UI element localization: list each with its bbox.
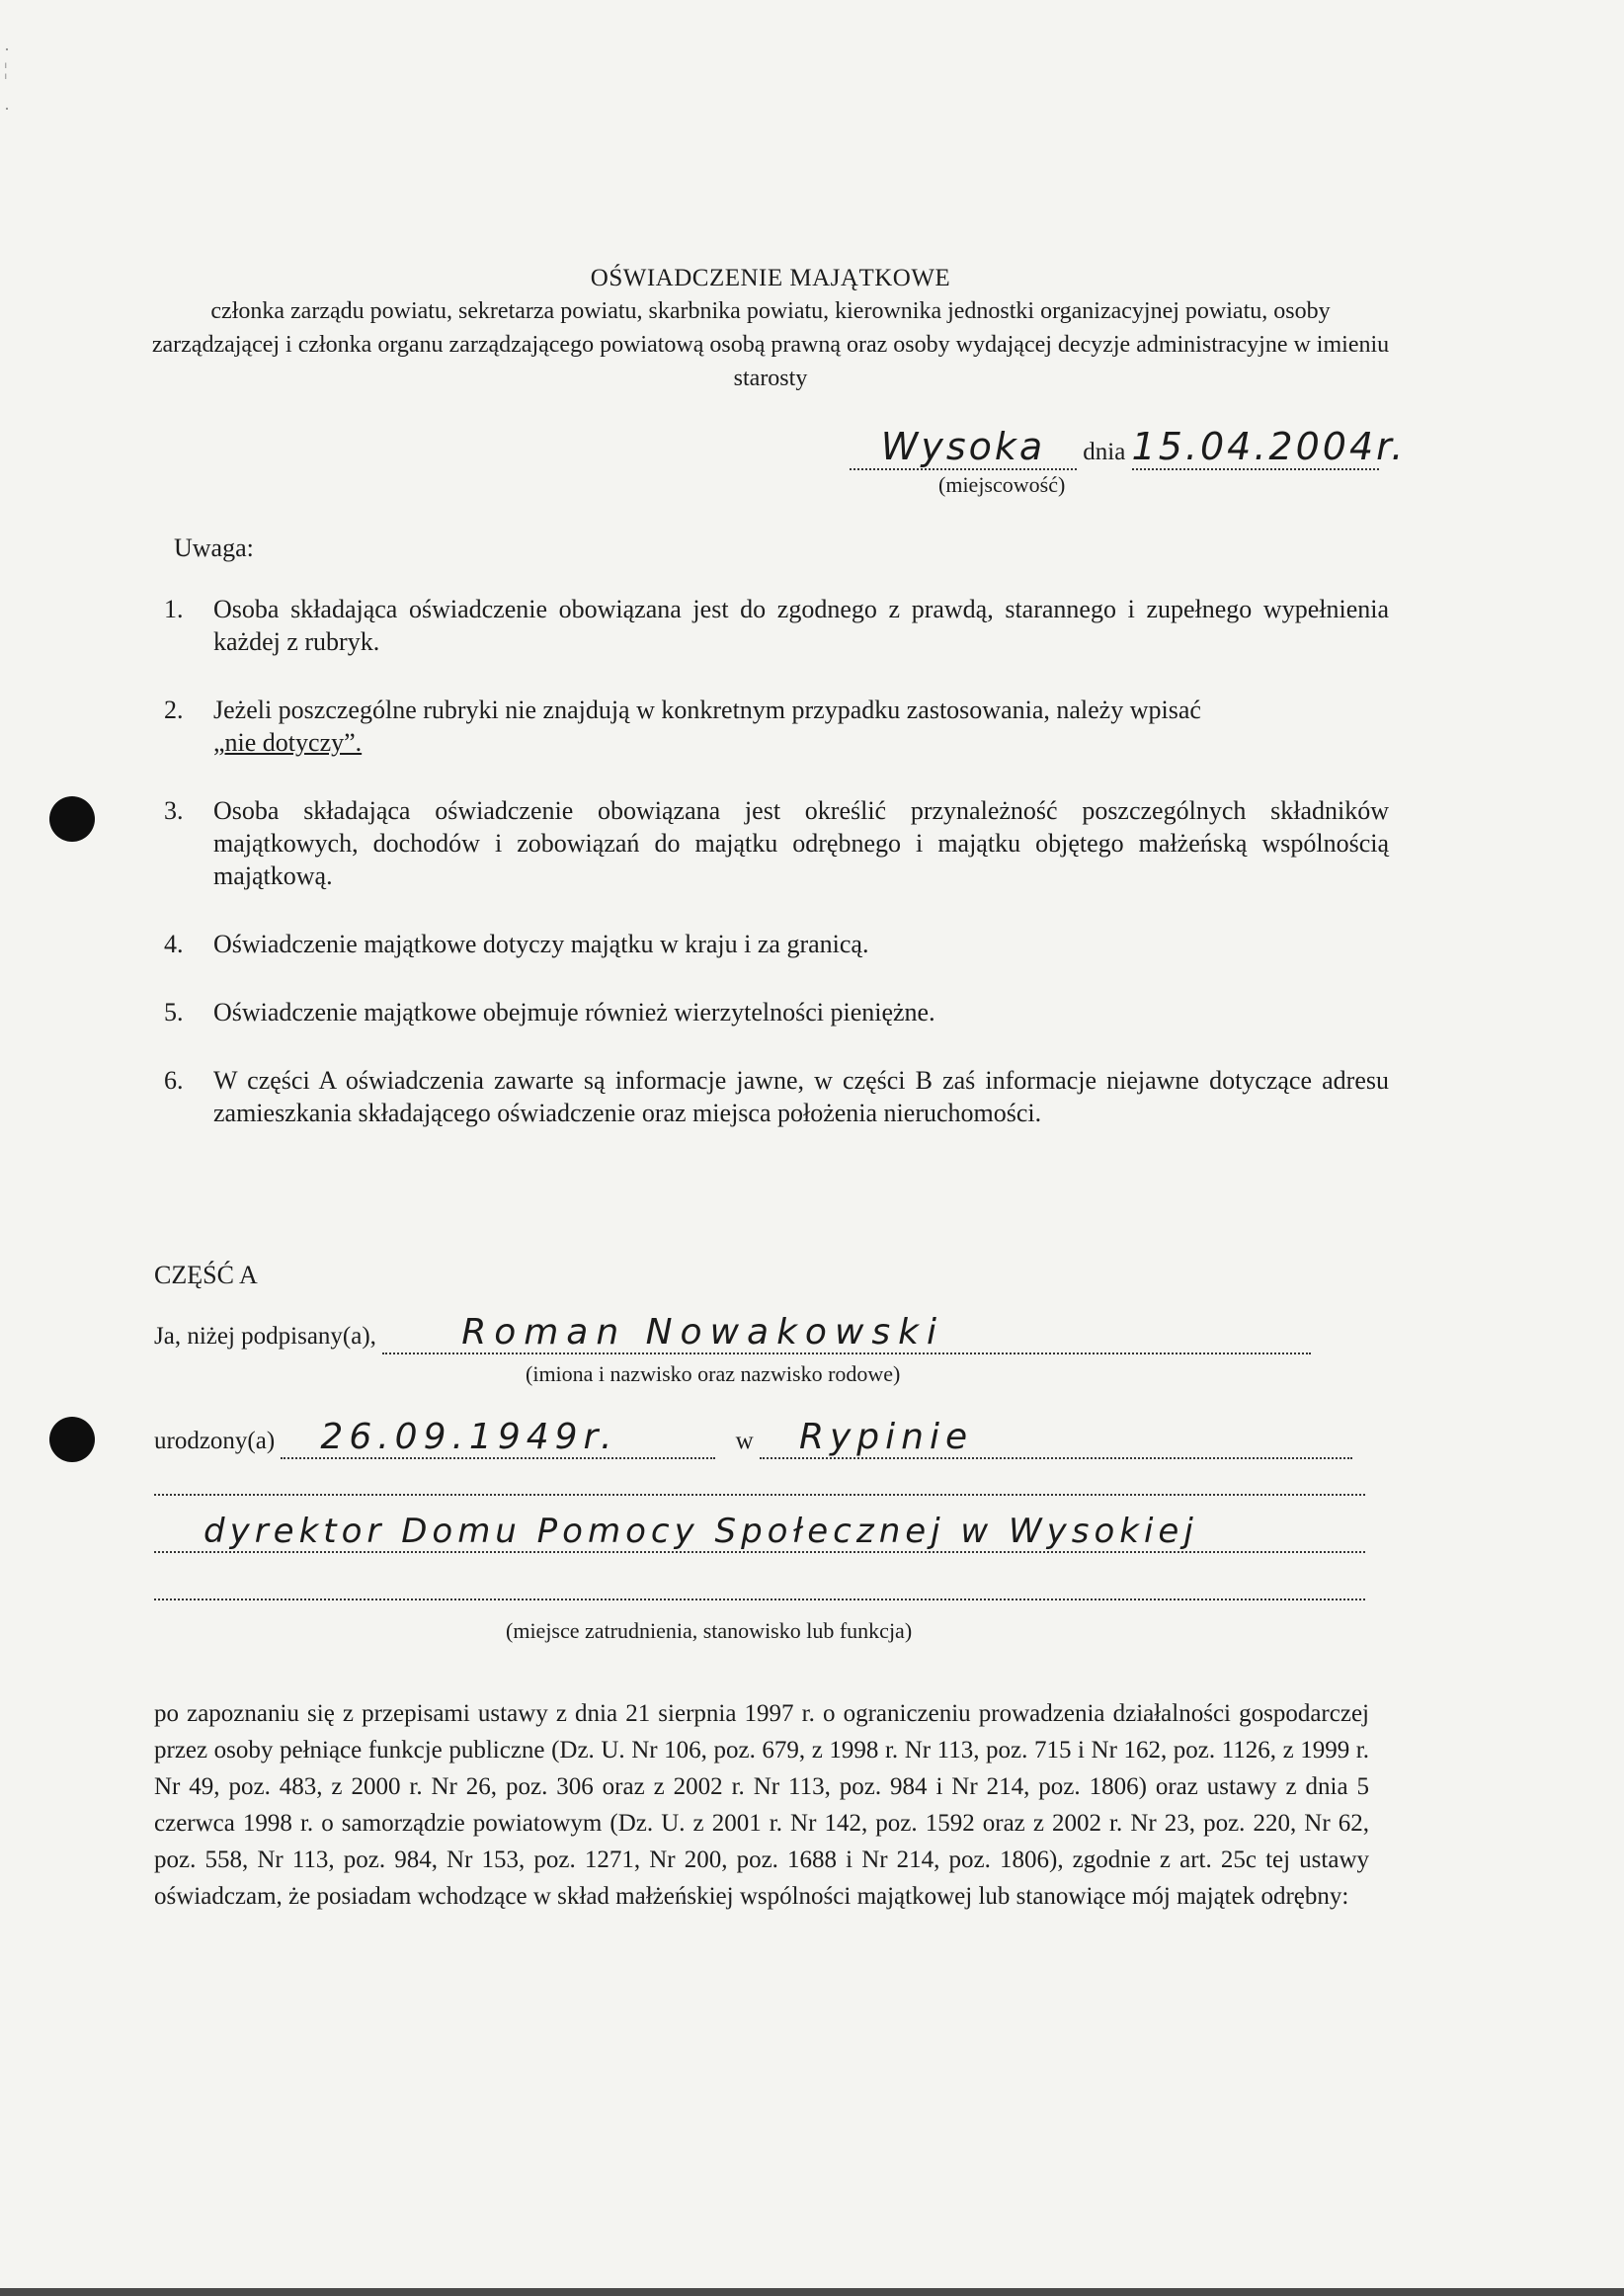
note-label: Uwaga: [174, 533, 254, 562]
name-caption: (imiona i nazwisko oraz nazwisko rodowe) [526, 1361, 901, 1386]
date-handwriting: 15.04.2004r. [1131, 425, 1407, 468]
birth-row [154, 1417, 1352, 1459]
date-field [1131, 425, 1407, 470]
place-date-row [850, 425, 1407, 470]
name-label: Ja, niżej podpisany(a), [154, 1323, 376, 1350]
item-text-main: Jeżeli poszczególne rubryki nie znajdują w konkretnym przypadku zastosowania, należy wpisać [213, 696, 1201, 724]
born-in-label: w [735, 1428, 754, 1454]
scan-edge [0, 2288, 1624, 2296]
item-text: Oświadczenie majątkowe dotyczy majątku w kraju i za granicą. [213, 930, 869, 958]
dotted-line [154, 1470, 1365, 1496]
item-text: Osoba składająca oświadczenie obowiązana jest określić przynależność poszczególnych składników majątkowych, dochodów i zobowiązań do majątku odrębnego i majątku objętego małżeńską wspólnością majątkową. [213, 796, 1389, 890]
item-number: 2. [164, 696, 184, 724]
list-item [164, 928, 1389, 960]
binder-hole-icon [49, 1417, 95, 1462]
employment-line-1 [154, 1470, 1365, 1503]
born-place-handwriting: Rypinie [798, 1417, 974, 1457]
employment-line-2 [154, 1512, 1365, 1553]
place-handwriting: Wysoka [880, 425, 1046, 468]
list-item [164, 794, 1389, 892]
item-number: 3. [164, 796, 184, 825]
document-subtitle: członka zarządu powiatu, sekretarza powiatu, skarbnika powiatu, kierownika jednostki organizacyjnej powiatu, osoby zarządzającej i członka organu zarządzającego powiatową osobą prawną oraz osoby wydającej decyzje administracyjne w imieniu starosty [151, 298, 1390, 391]
part-a-title: CZĘŚĆ A [154, 1261, 258, 1289]
item-text: Osoba składająca oświadczenie obowiązana jest do zgodnego z prawdą, starannego i zupełnego wypełnienia każdej z rubryk. [213, 595, 1389, 656]
item-text: Oświadczenie majątkowe obejmuje również wierzytelności pieniężne. [213, 998, 935, 1026]
item-emphasis: „nie dotyczy”. [213, 728, 363, 757]
scan-artifact: · ¦ · [4, 40, 10, 119]
employment-caption: (miejsce zatrudnienia, stanowisko lub funkcja) [506, 1618, 913, 1643]
document-header [148, 263, 1393, 395]
born-date-handwriting: 26.09.1949r. [320, 1417, 618, 1457]
name-handwriting: Roman Nowakowski [461, 1312, 944, 1353]
list-item [164, 694, 1389, 759]
item-text: W części A oświadczenia zawarte są informacje jawne, w części B zaś informacje niejawne dotyczące adresu zamieszkania składającego oświadczenie oraz miejsca położenia nieruchomości. [213, 1066, 1389, 1127]
employment-line-3 [154, 1575, 1365, 1607]
list-item [164, 593, 1389, 658]
date-label: dnia [1083, 439, 1126, 465]
item-number: 5. [164, 998, 184, 1026]
binder-hole-icon [49, 796, 95, 842]
document-title: OŚWIADCZENIE MAJĄTKOWE [590, 265, 951, 291]
place-field [850, 425, 1077, 470]
item-text [213, 694, 1389, 759]
list-item [164, 996, 1389, 1028]
dotted-line [154, 1575, 1365, 1600]
employment-handwriting: dyrektor Domu Pomocy Społecznej w Wysokiej [203, 1512, 1198, 1551]
employment-field [154, 1512, 1365, 1553]
instructions-list [164, 593, 1389, 1165]
item-number: 1. [164, 595, 184, 623]
declaration-paragraph: po zapoznaniu się z przepisami ustawy z dnia 21 sierpnia 1997 r. o ograniczeniu prowadzenia działalności gospodarczej przez osoby pełniące funkcje publiczne (Dz. U. Nr 106, poz. 679, z 1998 r. Nr 113, poz. 715 i Nr 162, poz. 1126, z 1999 r. Nr 49, poz. 483, z 2000 r. Nr 26, poz. 306 oraz z 2002 r. Nr 113, poz. 984 i Nr 214, poz. 1806) oraz ustawy z dnia 5 czerwca 1998 r. o samorządzie powiatowym (Dz. U. z 2001 r. Nr 142, poz. 1592 oraz z 2002 r. Nr 23, poz. 220, Nr 62, poz. 558, Nr 113, poz. 984, Nr 153, poz. 1271, Nr 200, poz. 1688 i Nr 214, poz. 1806), zgodnie z art. 25c tej ustawy oświadczam, że posiadam wchodzące w skład małżeńskiej wspólności majątkowej lub stanowiące mój majątek odrębny: [154, 1700, 1369, 1910]
name-row [154, 1312, 1311, 1354]
list-item [164, 1064, 1389, 1129]
item-number: 4. [164, 930, 184, 958]
item-number: 6. [164, 1066, 184, 1095]
place-caption: (miejscowość) [938, 472, 1066, 497]
born-date-field [281, 1417, 715, 1459]
born-label: urodzony(a) [154, 1428, 276, 1454]
name-field [382, 1312, 1311, 1354]
born-place-field [760, 1417, 1352, 1459]
